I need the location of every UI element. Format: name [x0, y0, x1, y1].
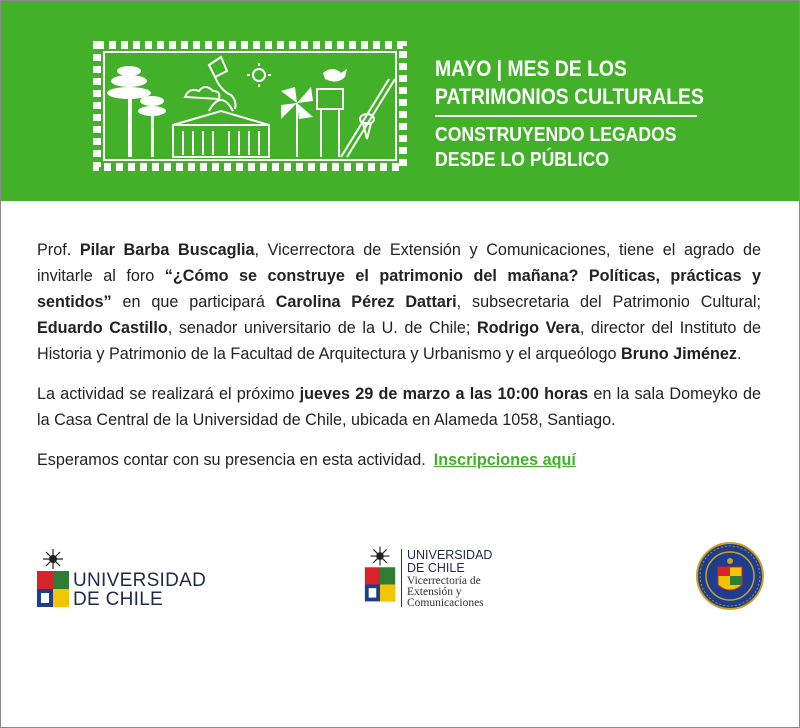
- text-span: , subsecretaria del Patrimonio Cultural;: [456, 293, 761, 311]
- uchile-logo-line2: DE CHILE: [73, 589, 164, 610]
- headline-title-line2: PATRIMONIOS CULTURALES: [435, 84, 704, 109]
- text-span: en la sala Domeyko de la Casa Central de la Universidad de Chile, ubicada en Alameda 1058, Santiago.: [37, 385, 761, 429]
- forum-title: “¿Cómo se construye el patrimonio del mañana? Políticas, prácticas y sentidos”: [37, 267, 761, 311]
- university-crest-icon: [363, 541, 397, 607]
- vice-logo-line5: Comunicaciones: [407, 597, 484, 609]
- vicerrectoria-logo: [363, 541, 533, 613]
- text-span: , Vicerrectora de Extensión y Comunicaciones, tiene el agrado de invitarle al foro: [37, 241, 761, 285]
- invitation-paragraph-3: [37, 447, 761, 473]
- guest-name: Carolina Pérez Dattari: [275, 293, 457, 311]
- institutional-seal-icon: [695, 541, 765, 611]
- text-span: , senador universitario de la U. de Chile;: [167, 319, 477, 337]
- registration-link[interactable]: Inscripciones aquí: [433, 451, 576, 469]
- text-span: , director del Instituto de Historia y Patrimonio de la Facultad de Arquitectura y Urbanismo y el arqueólogo: [37, 319, 761, 363]
- uchile-logo-line1: UNIVERSIDAD: [73, 570, 207, 591]
- logo-divider: [401, 549, 402, 607]
- guest-name: Rodrigo Vera: [476, 319, 580, 337]
- event-headline: [435, 55, 741, 173]
- event-datetime: jueves 29 de marzo a las 10:00 horas: [299, 385, 589, 403]
- vice-logo-line4: Extensión y: [407, 586, 462, 598]
- closing-text: Esperamos contar con su presencia en esta actividad.: [37, 451, 426, 469]
- text-span: Prof.: [37, 241, 80, 259]
- invitation-paragraph-2: [37, 381, 761, 433]
- university-crest-icon: [35, 545, 71, 611]
- uchile-logo-text: [73, 571, 206, 609]
- vice-logo-line1: UNIVERSIDAD: [407, 548, 493, 562]
- guest-name: Bruno Jiménez: [620, 345, 737, 363]
- header-banner: [1, 1, 799, 201]
- guest-name: Eduardo Castillo: [37, 319, 168, 337]
- text-span: .: [737, 345, 742, 363]
- universidad-de-chile-logo: [35, 545, 215, 615]
- headline-subtitle-line1: CONSTRUYENDO LEGADOS: [435, 124, 677, 146]
- headline-divider: [435, 115, 697, 117]
- text-span: en que participará: [111, 293, 276, 311]
- headline-title-line1: MAYO | MES DE LOS: [435, 56, 627, 81]
- vice-logo-line3: Vicerrectoría de: [407, 575, 481, 587]
- heritage-stamp-illustration: [91, 39, 409, 173]
- host-name: Pilar Barba Buscaglia: [79, 241, 255, 259]
- vice-logo-line2: DE CHILE: [407, 561, 465, 575]
- invitation-paragraph-1: [37, 237, 761, 367]
- headline-subtitle-line2: DESDE LO PÚBLICO: [435, 149, 610, 171]
- text-span: La actividad se realizará el próximo: [37, 385, 300, 403]
- invitation-body: [37, 237, 761, 487]
